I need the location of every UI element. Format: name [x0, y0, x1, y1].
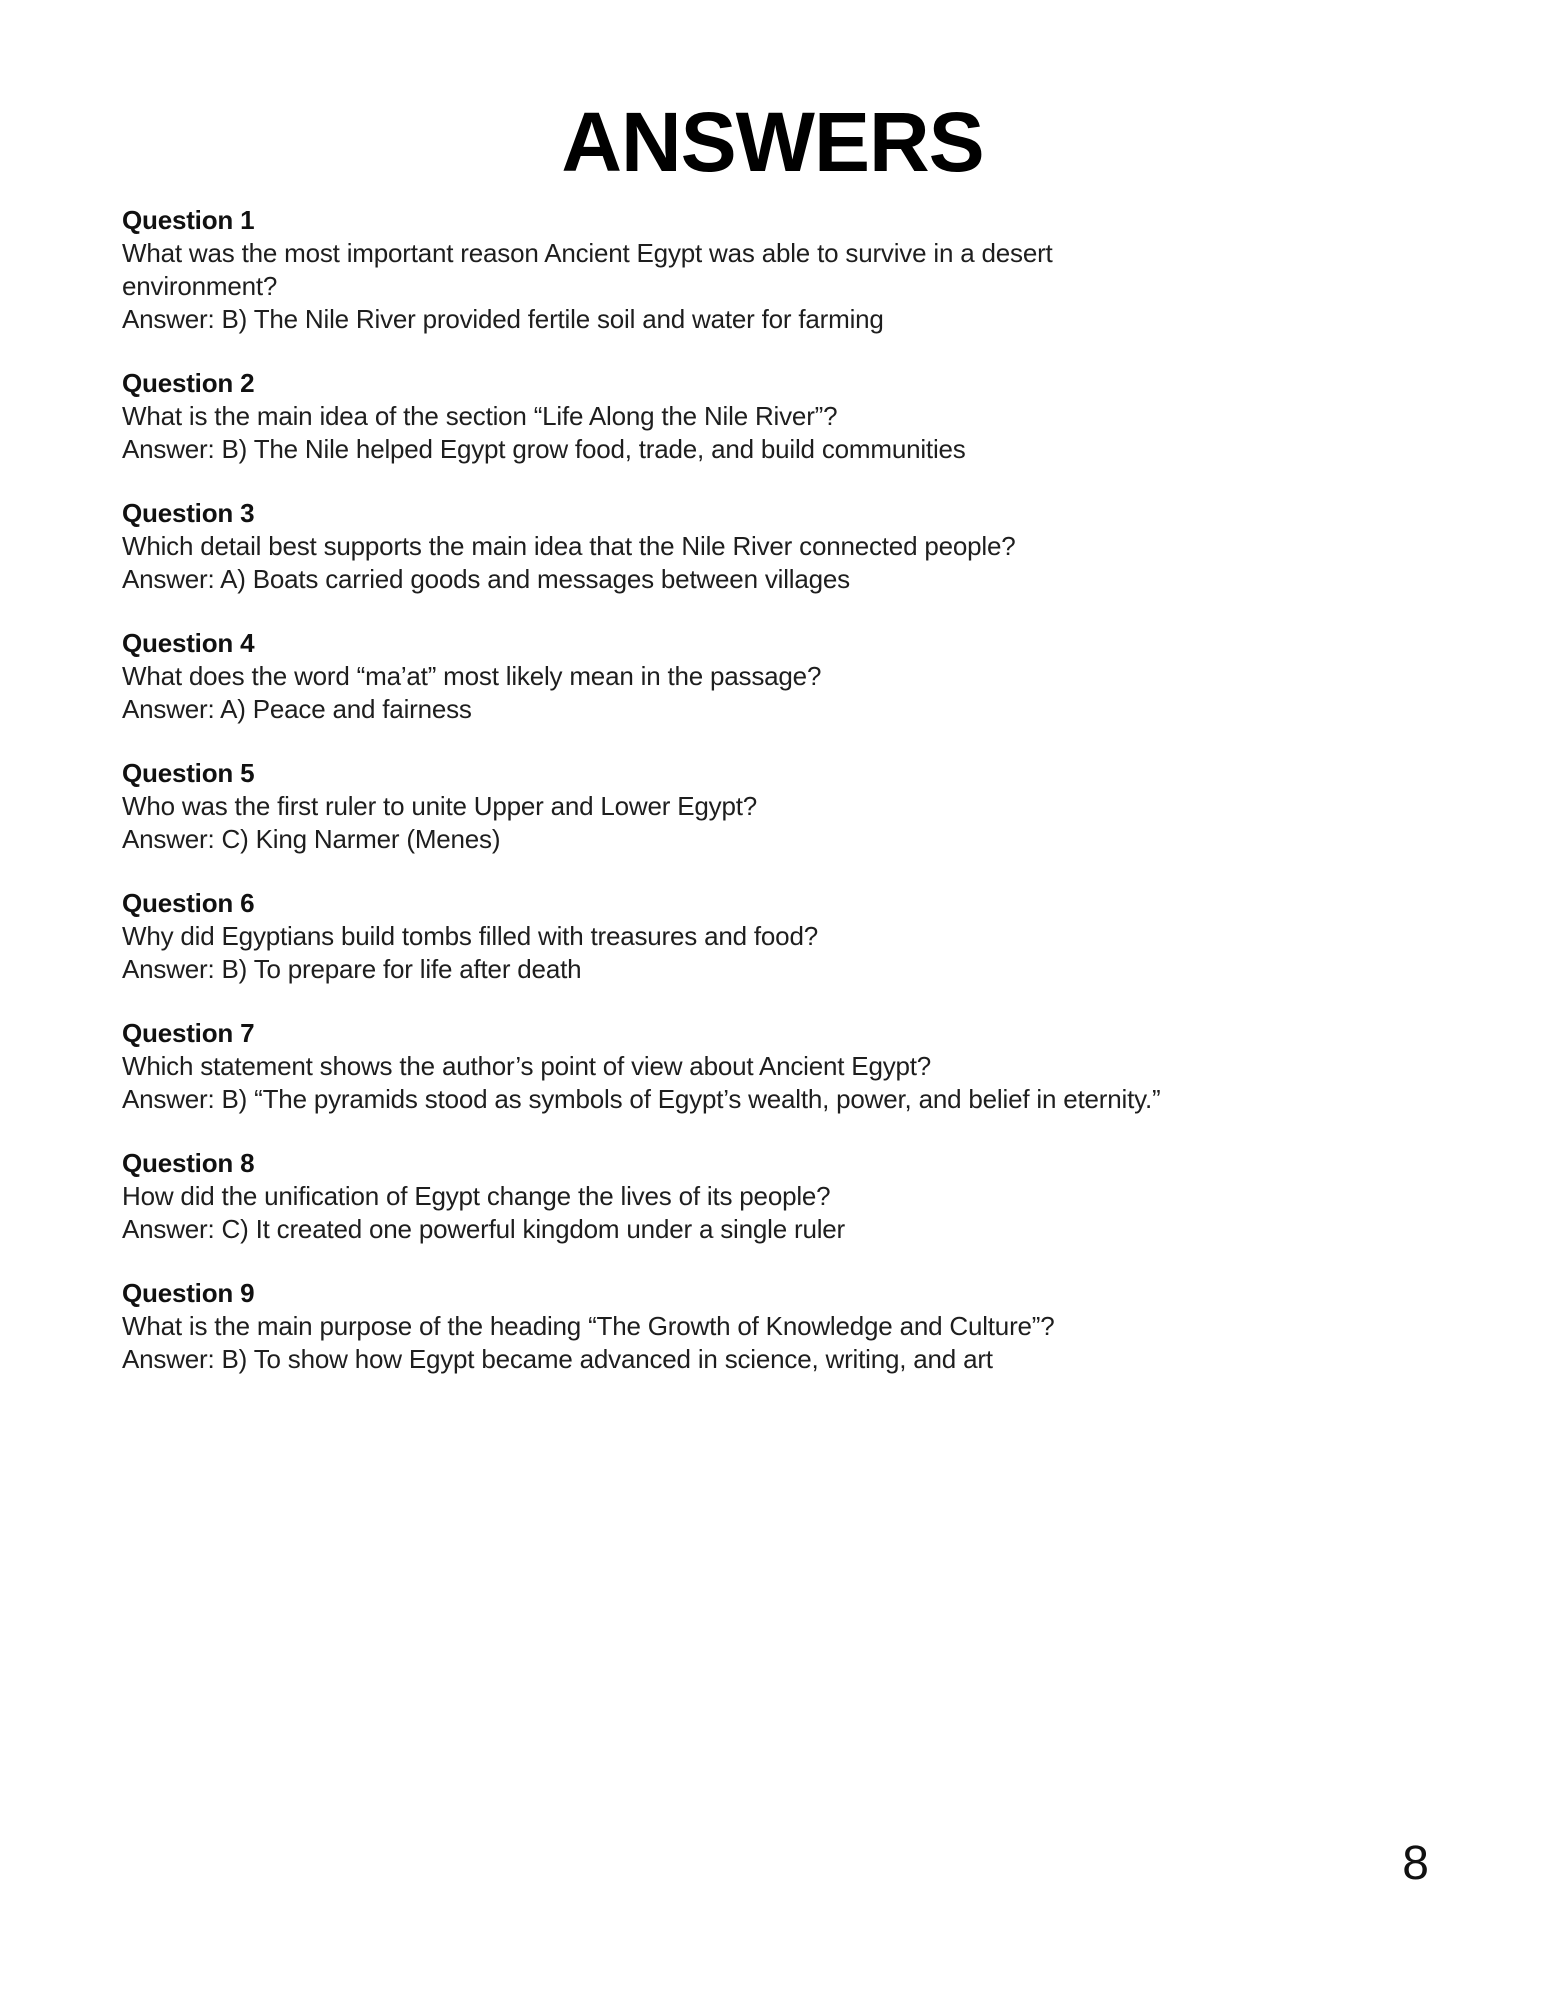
- question-label: Question 4: [122, 628, 255, 658]
- question-text: Which detail best supports the main idea that the Nile River connected people?: [122, 531, 1016, 561]
- qa-block: [122, 1017, 1202, 1116]
- question-label: Question 2: [122, 368, 255, 398]
- qa-list: [122, 204, 1202, 1376]
- qa-block: [122, 367, 1202, 466]
- question-text: Which statement shows the author’s point of view about Ancient Egypt?: [122, 1051, 932, 1081]
- page-title: ANSWERS: [561, 95, 984, 189]
- question-label: Question 1: [122, 205, 255, 235]
- qa-block: [122, 757, 1202, 856]
- qa-block: [122, 1277, 1202, 1376]
- qa-block: [122, 627, 1202, 726]
- question-text: What was the most important reason Ancient Egypt was able to survive in a desert environment?: [122, 238, 1053, 301]
- answer-text: Answer: A) Boats carried goods and messages between villages: [122, 564, 850, 594]
- question-label: Question 5: [122, 758, 255, 788]
- question-text: What does the word “ma’at” most likely mean in the passage?: [122, 661, 822, 691]
- question-label: Question 8: [122, 1148, 255, 1178]
- question-text: Who was the first ruler to unite Upper and Lower Egypt?: [122, 791, 757, 821]
- qa-block: [122, 887, 1202, 986]
- question-label: Question 7: [122, 1018, 255, 1048]
- question-text: How did the unification of Egypt change the lives of its people?: [122, 1181, 831, 1211]
- qa-block: [122, 1147, 1202, 1246]
- question-label: Question 6: [122, 888, 255, 918]
- question-text: What is the main idea of the section “Life Along the Nile River”?: [122, 401, 838, 431]
- answer-text: Answer: C) It created one powerful kingdom under a single ruler: [122, 1214, 845, 1244]
- answer-text: Answer: B) To prepare for life after death: [122, 954, 582, 984]
- answer-text: Answer: A) Peace and fairness: [122, 694, 472, 724]
- answer-text: Answer: C) King Narmer (Menes): [122, 824, 501, 854]
- question-label: Question 3: [122, 498, 255, 528]
- answer-text: Answer: B) To show how Egypt became advanced in science, writing, and art: [122, 1344, 993, 1374]
- page-number: 8: [1402, 1837, 1429, 1890]
- question-label: Question 9: [122, 1278, 255, 1308]
- answer-text: Answer: B) “The pyramids stood as symbols of Egypt’s wealth, power, and belief in eternity.”: [122, 1084, 1161, 1114]
- answer-text: Answer: B) The Nile River provided fertile soil and water for farming: [122, 304, 884, 334]
- answer-text: Answer: B) The Nile helped Egypt grow food, trade, and build communities: [122, 434, 966, 464]
- question-text: Why did Egyptians build tombs filled with treasures and food?: [122, 921, 818, 951]
- qa-block: [122, 497, 1202, 596]
- qa-block: [122, 204, 1202, 336]
- question-text: What is the main purpose of the heading “The Growth of Knowledge and Culture”?: [122, 1311, 1055, 1341]
